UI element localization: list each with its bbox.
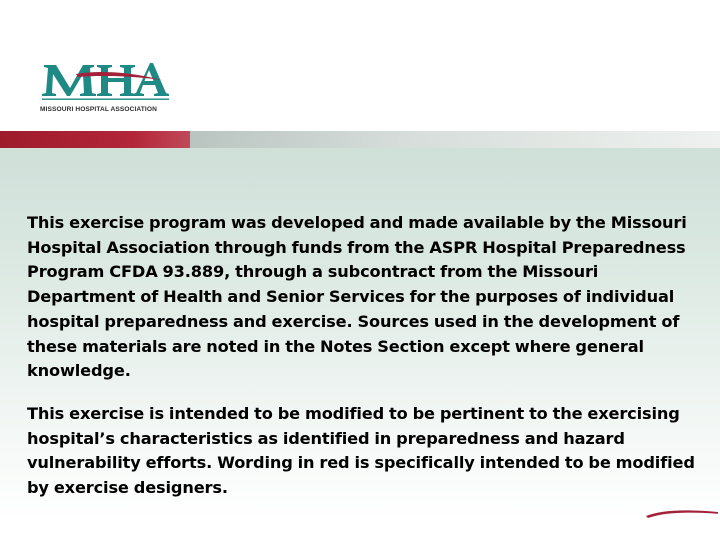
mha-logo <box>40 60 170 118</box>
accent-bar-red <box>0 131 190 148</box>
accent-bar <box>0 131 720 148</box>
logo-caption: MISSOURI HOSPITAL ASSOCIATION <box>40 106 157 113</box>
footer-swoosh-icon <box>640 500 720 530</box>
body-paragraph-2: This exercise is intended to be modified to be pertinent to the exercising hospital’s characteristics as identified in preparedness and hazard vulnerability efforts. Wording in red is specifically intended to be modified by exercise designers. <box>27 404 695 498</box>
body-paragraph-1: This exercise program was developed and made available by the Missouri Hospital Association through funds from the ASPR Hospital Preparedness Program CFDA 93.889, through a subcontract from the Missouri Department of Health and Senior Services for the purposes of individual hospital preparedness and exercise. Sources used in the development of these materials are noted in the Notes Section except where general knowledge. <box>27 213 687 381</box>
mha-logo-mark <box>40 60 170 104</box>
accent-bar-grey <box>190 131 720 148</box>
